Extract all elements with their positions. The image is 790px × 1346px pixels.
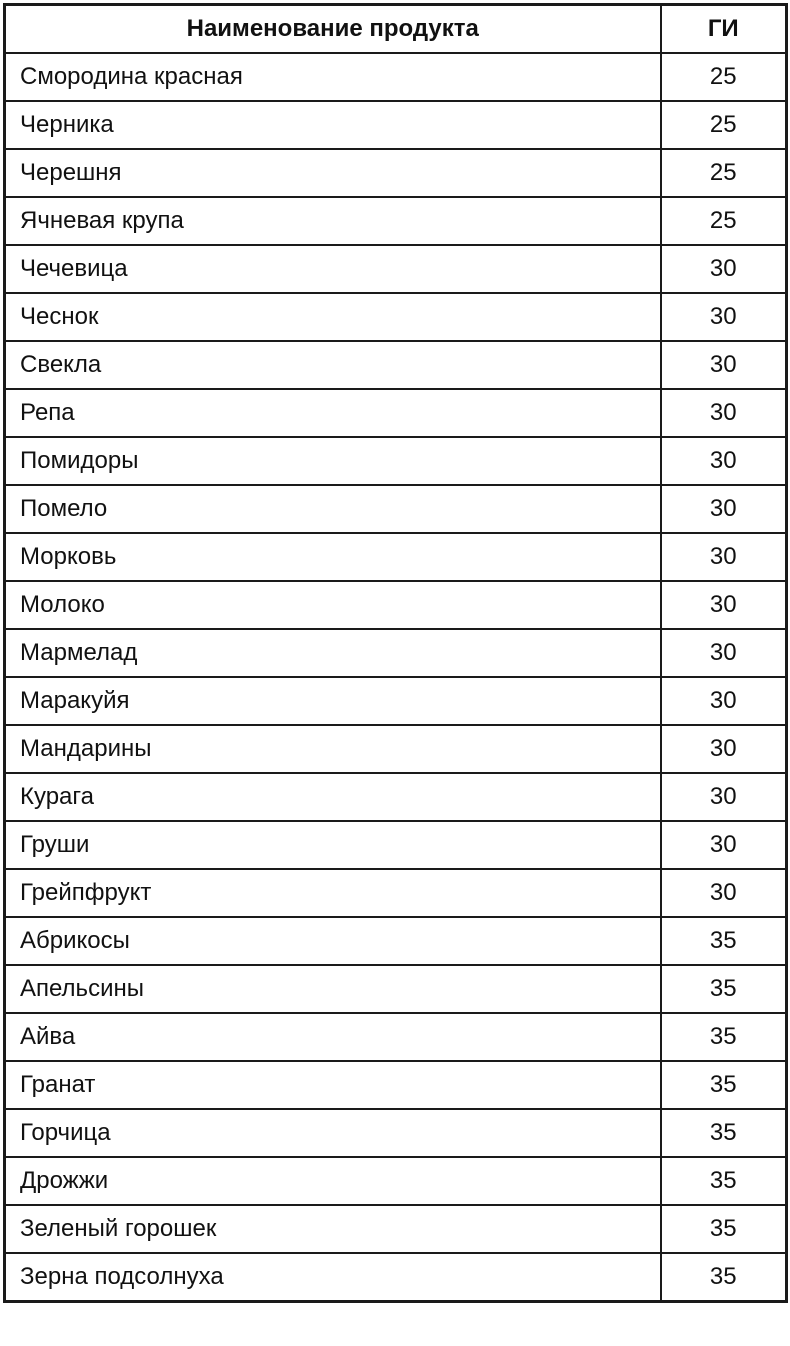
header-row: [5, 5, 787, 54]
table-body: [5, 53, 787, 1302]
product-name-cell: Дрожжи: [5, 1157, 661, 1205]
product-name-cell: Черешня: [5, 149, 661, 197]
table-row: [5, 965, 787, 1013]
gi-value-cell: 30: [661, 293, 787, 341]
gi-value-cell: 25: [661, 197, 787, 245]
table-row: [5, 533, 787, 581]
gi-value-cell: 35: [661, 1205, 787, 1253]
gi-value-cell: 30: [661, 821, 787, 869]
table-row: [5, 725, 787, 773]
gi-value-cell: 35: [661, 965, 787, 1013]
table-row: [5, 53, 787, 101]
product-name-cell: Айва: [5, 1013, 661, 1061]
table-row: [5, 293, 787, 341]
gi-value-cell: 30: [661, 245, 787, 293]
product-name-cell: Зеленый горошек: [5, 1205, 661, 1253]
product-name-cell: Мандарины: [5, 725, 661, 773]
gi-value-cell: 35: [661, 1013, 787, 1061]
table-row: [5, 1013, 787, 1061]
gi-value-cell: 35: [661, 917, 787, 965]
product-name-cell: Маракуйя: [5, 677, 661, 725]
gi-value-cell: 25: [661, 101, 787, 149]
table-row: [5, 1205, 787, 1253]
gi-value-cell: 35: [661, 1109, 787, 1157]
product-name-cell: Репа: [5, 389, 661, 437]
gi-value-cell: 25: [661, 53, 787, 101]
gi-value-cell: 30: [661, 437, 787, 485]
table-row: [5, 1109, 787, 1157]
gi-value-cell: 35: [661, 1253, 787, 1302]
gi-value-cell: 30: [661, 533, 787, 581]
table-row: [5, 821, 787, 869]
product-name-cell: Горчица: [5, 1109, 661, 1157]
product-name-cell: Курага: [5, 773, 661, 821]
table-row: [5, 245, 787, 293]
table-row: [5, 917, 787, 965]
table-row: [5, 437, 787, 485]
column-header-product-name: Наименование продукта: [5, 5, 661, 54]
product-name-cell: Абрикосы: [5, 917, 661, 965]
table-row: [5, 341, 787, 389]
product-name-cell: Грейпфрукт: [5, 869, 661, 917]
product-name-cell: Груши: [5, 821, 661, 869]
product-name-cell: Чечевица: [5, 245, 661, 293]
product-name-cell: Гранат: [5, 1061, 661, 1109]
gi-value-cell: 30: [661, 485, 787, 533]
table-row: [5, 581, 787, 629]
product-name-cell: Зерна подсолнуха: [5, 1253, 661, 1302]
gi-value-cell: 30: [661, 389, 787, 437]
product-name-cell: Мармелад: [5, 629, 661, 677]
gi-value-cell: 30: [661, 773, 787, 821]
gi-value-cell: 30: [661, 677, 787, 725]
product-name-cell: Молоко: [5, 581, 661, 629]
product-name-cell: Чеснок: [5, 293, 661, 341]
table-header: [5, 5, 787, 54]
gi-value-cell: 25: [661, 149, 787, 197]
gi-value-cell: 30: [661, 725, 787, 773]
table-row: [5, 1061, 787, 1109]
table-row: [5, 773, 787, 821]
table-row: [5, 629, 787, 677]
gi-table-container: [3, 3, 785, 1303]
table-row: [5, 1157, 787, 1205]
gi-value-cell: 35: [661, 1157, 787, 1205]
table-row: [5, 101, 787, 149]
table-row: [5, 677, 787, 725]
gi-value-cell: 30: [661, 629, 787, 677]
table-row: [5, 1253, 787, 1302]
glycemic-index-table: [3, 3, 788, 1303]
column-header-gi: ГИ: [661, 5, 787, 54]
product-name-cell: Помело: [5, 485, 661, 533]
product-name-cell: Ячневая крупа: [5, 197, 661, 245]
gi-value-cell: 30: [661, 869, 787, 917]
product-name-cell: Черника: [5, 101, 661, 149]
product-name-cell: Морковь: [5, 533, 661, 581]
gi-value-cell: 30: [661, 341, 787, 389]
gi-value-cell: 35: [661, 1061, 787, 1109]
gi-value-cell: 30: [661, 581, 787, 629]
table-row: [5, 485, 787, 533]
product-name-cell: Смородина красная: [5, 53, 661, 101]
product-name-cell: Помидоры: [5, 437, 661, 485]
product-name-cell: Свекла: [5, 341, 661, 389]
table-row: [5, 197, 787, 245]
table-row: [5, 149, 787, 197]
product-name-cell: Апельсины: [5, 965, 661, 1013]
table-row: [5, 389, 787, 437]
table-row: [5, 869, 787, 917]
